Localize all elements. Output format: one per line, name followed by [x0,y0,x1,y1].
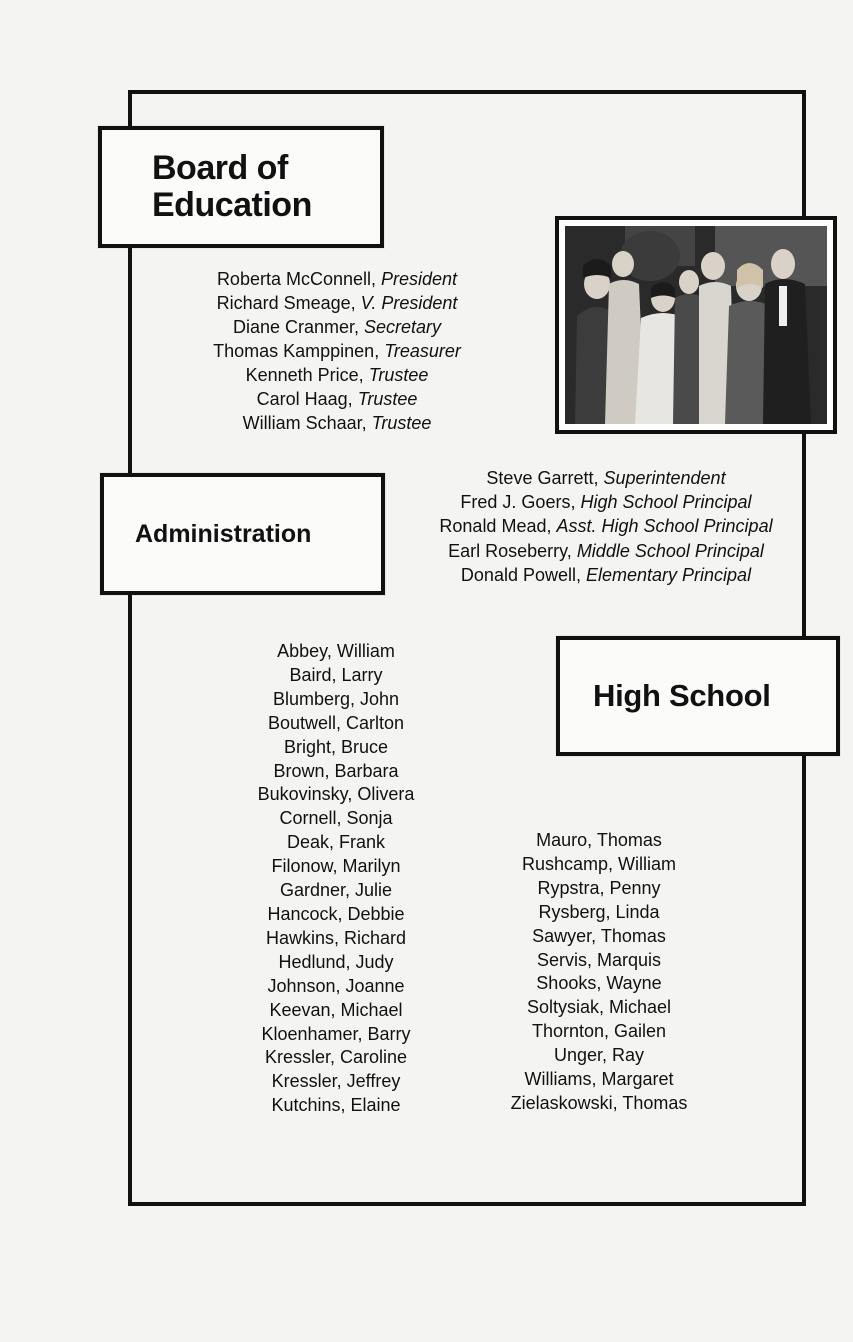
administrator: Steve Garrett, Superintendent [486,468,726,488]
administrator: Donald Powell, Elementary Principal [460,564,752,585]
staff-member: Rysberg, Linda [538,901,660,922]
staff-member: Rypstra, Penny [537,877,661,898]
staff-member: Gardner, Julie [279,880,393,901]
high-school-staff-column-2 [496,829,702,1116]
staff-member: Boutwell, Carlton [267,712,405,733]
staff-member: Kressler, Jeffrey [271,1071,401,1092]
group-photo-image [565,226,827,424]
staff-member: Servis, Marquis [536,949,662,970]
staff-member: Rushcamp, William [521,853,677,874]
staff-member: Keevan, Michael [269,999,403,1020]
staff-member: Kressler, Caroline [264,1047,408,1068]
board-member: Diane Cranmer, Secretary [232,317,442,337]
administration-list [418,466,794,587]
high-school-heading: High School [593,678,771,713]
board-member: Richard Smeage, V. President [216,293,458,313]
staff-member: Abbey, William [277,641,395,661]
staff-member: Cornell, Sonja [279,808,393,829]
staff-member: Zielaskowski, Thomas [510,1092,688,1113]
administrator: Fred J. Goers, High School Principal [460,492,752,513]
staff-member: Soltysiak, Michael [526,997,672,1018]
staff-member: Hedlund, Judy [278,951,394,972]
board-member: Kenneth Price, Trustee [245,365,429,385]
high-school-heading-box [556,636,840,756]
board-member: Carol Haag, Trustee [256,389,418,409]
staff-member: Thornton, Gailen [531,1021,667,1042]
staff-member: Hawkins, Richard [265,927,407,948]
board-heading-line2: Education [152,186,312,224]
administration-heading: Administration [135,519,312,548]
staff-member: Kutchins, Elaine [271,1095,401,1116]
staff-member: Bukovinsky, Olivera [257,784,415,805]
board-heading-line1: Board of [152,149,288,187]
staff-member: Deak, Frank [286,832,386,853]
staff-member: Baird, Larry [289,664,383,685]
board-member: Thomas Kamppinen, Treasurer [213,341,461,361]
staff-member: Mauro, Thomas [536,830,662,850]
staff-member: Shooks, Wayne [536,973,662,994]
staff-member: Johnson, Joanne [267,975,405,996]
staff-member: Brown, Barbara [273,760,399,781]
board-member: William Schaar, Trustee [242,413,432,433]
board-member-list [190,267,484,435]
staff-member: Williams, Margaret [524,1069,674,1090]
group-photo-illustration [565,226,827,424]
board-group-photo [555,216,837,434]
staff-member: Sawyer, Thomas [532,925,666,946]
administration-heading-box [100,473,385,595]
administrator: Earl Roseberry, Middle School Principal [448,540,764,561]
board-member: Roberta McConnell, President [216,269,458,289]
staff-member: Bright, Bruce [283,736,389,757]
board-of-education-heading-box [98,126,384,248]
staff-member: Kloenhamer, Barry [261,1023,411,1044]
staff-member: Filonow, Marilyn [271,856,401,877]
high-school-staff-column-1 [236,640,436,1118]
staff-member: Hancock, Debbie [267,903,405,924]
administrator: Ronald Mead, Asst. High School Principal [439,516,773,537]
staff-member: Blumberg, John [272,688,400,709]
staff-member: Unger, Ray [553,1045,645,1066]
board-heading [152,150,312,224]
